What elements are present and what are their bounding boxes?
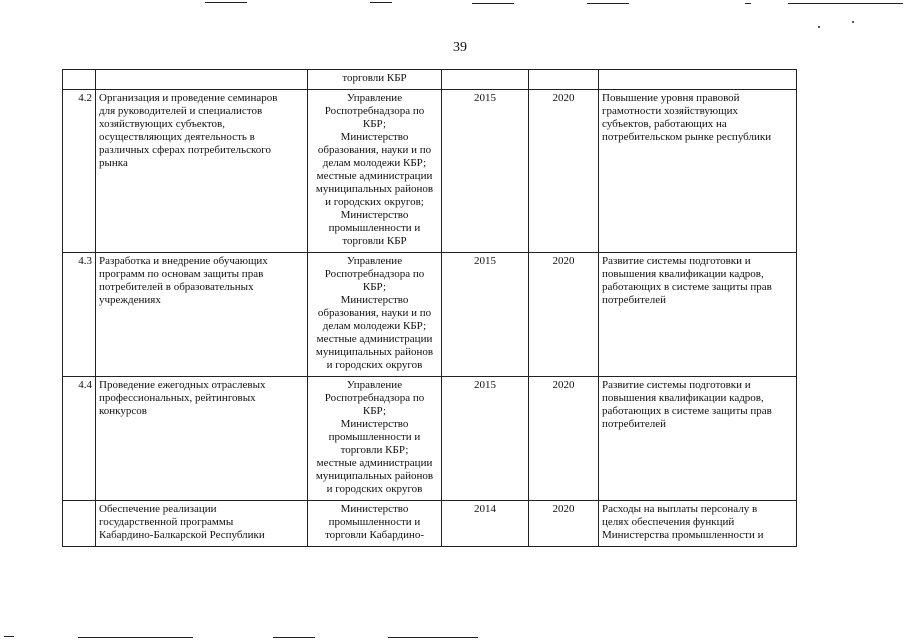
scan-mark xyxy=(587,3,629,4)
text-line: и городских округов; xyxy=(325,196,424,208)
text-line: конкурсов xyxy=(99,405,147,417)
text-line: торговли КБР; xyxy=(340,444,409,456)
cell-start-year: 2015 xyxy=(442,90,529,253)
cell-number xyxy=(63,501,96,547)
text-line: государственной программы xyxy=(99,516,234,528)
cell-activity xyxy=(96,70,308,90)
text-line: Разработка и внедрение обучающих xyxy=(99,255,268,267)
scan-mark xyxy=(370,2,392,3)
text-line: Кабардино-Балкарской Республики xyxy=(99,529,265,541)
cell-expected-result xyxy=(599,377,797,501)
text-line: торговли КБР xyxy=(342,235,407,247)
cell-number: 4.2 xyxy=(63,90,96,253)
text-line: делам молодежи КБР; xyxy=(322,157,427,169)
cell-start-year: 2015 xyxy=(442,377,529,501)
cell-executors xyxy=(308,501,442,547)
text-line: торговли Кабардино- xyxy=(324,529,425,541)
scan-dot xyxy=(852,21,854,23)
text-line: и городских округов xyxy=(326,359,423,371)
text-line: Обеспечение реализации xyxy=(99,503,217,515)
text-line: Организация и проведение семинаров xyxy=(99,92,278,104)
text-line: образования, науки и по xyxy=(317,144,432,156)
cell-expected-result xyxy=(599,253,797,377)
cell-executors xyxy=(308,377,442,501)
text-line: Министерство xyxy=(340,503,409,515)
scan-mark xyxy=(472,3,514,4)
cell-start-year: 2014 xyxy=(442,501,529,547)
cell-number xyxy=(63,70,96,90)
text-line: потребителей в образовательных xyxy=(99,281,254,293)
text-line: муниципальных районов xyxy=(315,470,434,482)
text-line: профессиональных, рейтинговых xyxy=(99,392,256,404)
text-line: муниципальных районов xyxy=(315,346,434,358)
text-line: Расходы на выплаты персоналу в xyxy=(602,503,758,515)
text-line: рынка xyxy=(99,157,128,169)
cell-end-year: 2020 xyxy=(529,90,599,253)
cell-executors xyxy=(308,70,442,90)
text-line: промышленности и xyxy=(328,222,421,234)
program-measures-table xyxy=(62,69,797,547)
text-line: Министерство xyxy=(340,294,409,306)
cell-number: 4.3 xyxy=(63,253,96,377)
text-line: КБР; xyxy=(362,281,387,293)
text-line: местные администрации xyxy=(316,457,433,469)
cell-number: 4.4 xyxy=(63,377,96,501)
cell-expected-result xyxy=(599,90,797,253)
cell-activity xyxy=(96,377,308,501)
text-line: целях обеспечения функций xyxy=(602,516,735,528)
text-line: повышения квалификации кадров, xyxy=(602,268,764,280)
text-line: Министерство xyxy=(340,131,409,143)
scan-mark xyxy=(788,3,903,4)
table-row xyxy=(63,377,797,501)
scan-dot xyxy=(818,26,820,28)
text-line: промышленности и xyxy=(328,516,421,528)
text-line: Министерства промышленности и xyxy=(602,529,764,541)
text-line: делам молодежи КБР; xyxy=(322,320,427,332)
table-body xyxy=(63,70,797,547)
scan-mark xyxy=(273,637,315,638)
text-line: Роспотребнадзора по xyxy=(324,268,425,280)
table-row xyxy=(63,70,797,90)
text-line: местные администрации xyxy=(316,170,433,182)
text-line: промышленности и xyxy=(328,431,421,443)
scan-mark xyxy=(205,2,247,3)
text-line: муниципальных районов xyxy=(315,183,434,195)
text-line: Повышение уровня правовой xyxy=(602,92,740,104)
cell-executors xyxy=(308,90,442,253)
scan-mark xyxy=(4,636,14,637)
cell-activity xyxy=(96,501,308,547)
text-line: различных сферах потребительского xyxy=(99,144,271,156)
text-line: осуществляющих деятельность в xyxy=(99,131,255,143)
text-line: Проведение ежегодных отраслевых xyxy=(99,379,266,391)
cell-end-year: 2020 xyxy=(529,253,599,377)
cell-executors xyxy=(308,253,442,377)
cell-start-year: 2015 xyxy=(442,253,529,377)
text-line: хозяйствующих субъектов, xyxy=(99,118,225,130)
text-line: Роспотребнадзора по xyxy=(324,392,425,404)
text-line: работающих в системе защиты прав xyxy=(602,281,772,293)
page-number: 39 xyxy=(453,40,467,55)
text-line: Министерство xyxy=(340,418,409,430)
text-line: Управление xyxy=(346,255,403,267)
text-line: субъектов, работающих на xyxy=(602,118,727,130)
text-line: программ по основам защиты прав xyxy=(99,268,264,280)
table-row xyxy=(63,90,797,253)
cell-activity xyxy=(96,90,308,253)
scan-mark xyxy=(78,637,193,638)
text-line: образования, науки и по xyxy=(317,307,432,319)
text-line: Министерство xyxy=(340,209,409,221)
text-line: Развитие системы подготовки и xyxy=(602,255,751,267)
text-line: КБР; xyxy=(362,405,387,417)
text-line: торговли КБР xyxy=(342,72,407,84)
cell-expected-result xyxy=(599,70,797,90)
cell-end-year xyxy=(529,70,599,90)
text-line: для руководителей и специалистов xyxy=(99,105,263,117)
text-line: грамотности хозяйствующих xyxy=(602,105,738,117)
text-line: местные администрации xyxy=(316,333,433,345)
text-line: Управление xyxy=(346,379,403,391)
cell-end-year: 2020 xyxy=(529,501,599,547)
table-row xyxy=(63,253,797,377)
scan-mark xyxy=(745,3,751,4)
text-line: потребителей xyxy=(602,418,666,430)
text-line: учреждениях xyxy=(99,294,161,306)
cell-end-year: 2020 xyxy=(529,377,599,501)
scan-mark xyxy=(388,637,478,638)
cell-activity xyxy=(96,253,308,377)
text-line: Развитие системы подготовки и xyxy=(602,379,751,391)
text-line: Роспотребнадзора по xyxy=(324,105,425,117)
cell-expected-result xyxy=(599,501,797,547)
cell-start-year xyxy=(442,70,529,90)
text-line: КБР; xyxy=(362,118,387,130)
text-line: работающих в системе защиты прав xyxy=(602,405,772,417)
text-line: повышения квалификации кадров, xyxy=(602,392,764,404)
text-line: Управление xyxy=(346,92,403,104)
text-line: потребительском рынке республики xyxy=(602,131,772,143)
text-line: потребителей xyxy=(602,294,666,306)
text-line: и городских округов xyxy=(326,483,423,495)
table-row xyxy=(63,501,797,547)
